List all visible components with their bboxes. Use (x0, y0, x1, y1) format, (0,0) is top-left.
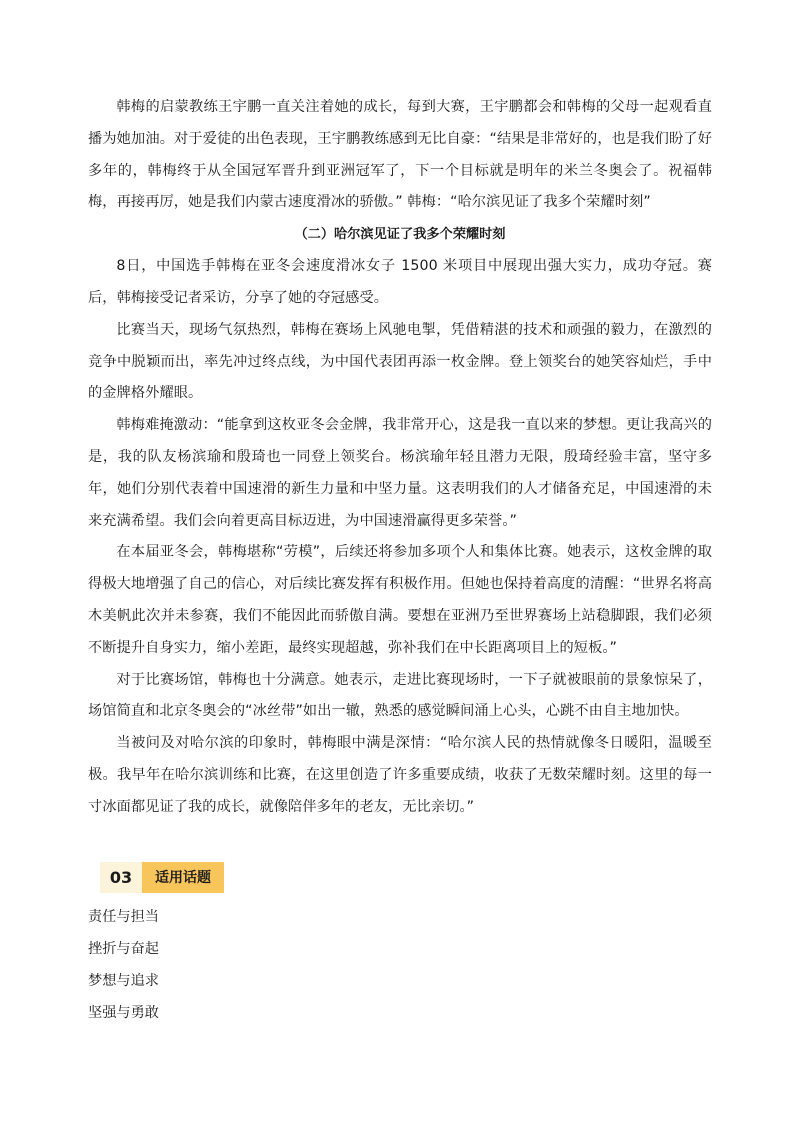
paragraph-4: 在本届亚冬会，韩梅堪称“劳模”，后续还将参加多项个人和集体比赛。她表示，这枚金牌的取得极大地增强了自己的信心，对后续比赛发挥有积极作用。但她也保持着高度的清醒：“世界名将高木美帆此次并未参赛，我们不能因此而骄傲自满。要想在亚洲乃至世界赛场上站稳脚跟，我们必须不断提升自身实力，缩小差距，最终实现超越，弥补我们在中长距离项目上的短板。” (88, 544, 712, 656)
topic-list (88, 901, 712, 1029)
section-subheading: （二）哈尔滨见证了我多个荣耀时刻 (294, 227, 506, 243)
paragraph-6: 当被问及对哈尔滨的印象时，韩梅眼中满是深情：“哈尔滨人民的热情就像冬日暖阳，温暖至极。我早年在哈尔滨训练和比赛，在这里创造了许多重要成绩，收获了无数荣耀时刻。这里的每一寸冰面都见证了我的成长，就像陪伴多年的老友，无比亲切。” (88, 735, 712, 815)
section-title: 适用话题 (142, 862, 224, 893)
topic-item: 挫折与奋起 (88, 940, 159, 957)
paragraph-1: 8日，中国选手韩梅在亚冬会速度滑冰女子 1500 米项目中展现出强大实力，成功夺冠。赛后，韩梅接受记者采访，分享了她的夺冠感受。 (88, 258, 712, 306)
topic-item: 坚强与勇敢 (88, 1004, 159, 1021)
paragraph-5: 对于比赛场馆，韩梅也十分满意。她表示，走进比赛现场时，一下子就被眼前的景象惊呆了，场馆简直和北京冬奥会的“冰丝带”如出一辙，熟悉的感觉瞬间涌上心头，心跳不由自主地加快。 (88, 671, 712, 720)
paragraph-3: 韩梅难掩激动：“能拿到这枚亚冬会金牌，我非常开心，这是我一直以来的梦想。更让我高兴的是，我的队友杨滨瑜和殷琦也一同登上领奖台。杨滨瑜年轻且潜力无限，殷琦经验丰富，坚守多年，她们分别代表着中国速滑的新生力量和中坚力量。这表明我们的人才储备充足，中国速滑的未来充满希望。我们会向着更高目标迈进，为中国速滑赢得更多荣誉。” (88, 417, 712, 529)
intro-paragraph: 韩梅的启蒙教练王宇鹏一直关注着她的成长，每到大赛，王宇鹏都会和韩梅的父母一起观看直播为她加油。对于爱徒的出色表现，王宇鹏教练感到无比自豪：“结果是非常好的，也是我们盼了好多年的，韩梅终于从全国冠军晋升到亚洲冠军了，下一个目标就是明年的米兰冬奥会了。祝福韩梅，再接再厉，她是我们内蒙古速度滑冰的骄傲。” 韩梅：“哈尔滨见证了我多个荣耀时刻” (88, 99, 712, 211)
section-header (100, 862, 712, 893)
topic-item: 梦想与追求 (88, 972, 159, 989)
paragraph-2: 比赛当天，现场气氛热烈，韩梅在赛场上风驰电掣，凭借精湛的技术和顽强的毅力，在激烈的竞争中脱颖而出，率先冲过终点线，为中国代表团再添一枚金牌。登上领奖台的她笑容灿烂，手中的金牌格外耀眼。 (88, 321, 712, 402)
topic-item: 责任与担当 (88, 908, 159, 925)
section-number: 03 (100, 862, 142, 893)
